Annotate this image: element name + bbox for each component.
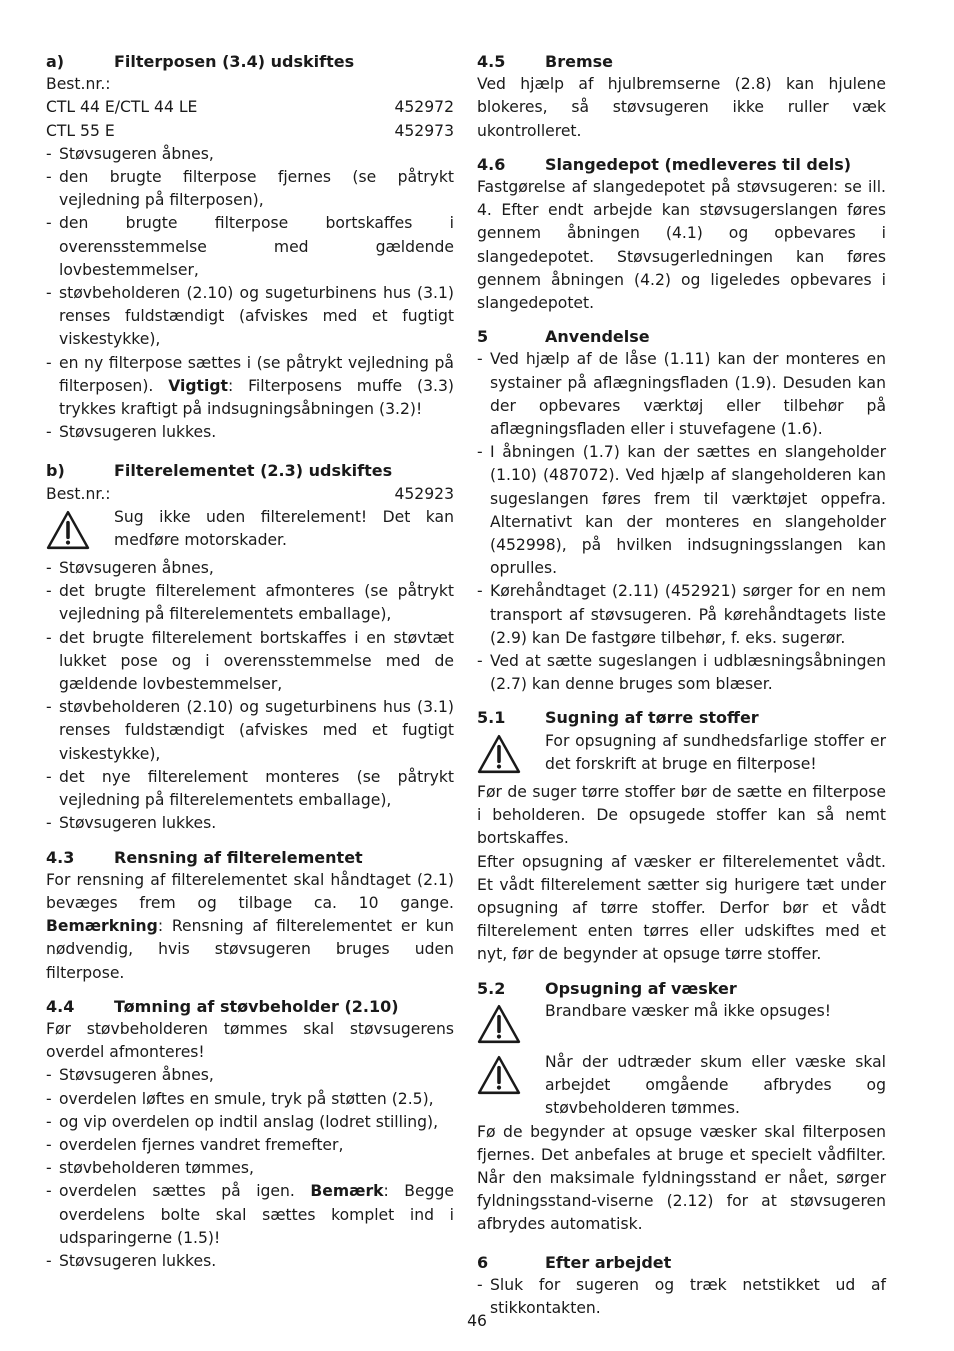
list-item: - Ved at sætte sugeslangen i udblæsningsåbningen (2.7) kan denne bruges som blæser.: [477, 650, 886, 696]
warning-block: [477, 1000, 886, 1051]
warning-triangle-icon: [46, 506, 114, 557]
list-item: - den brugte filterpose bortskaffes i overensstemmelse med gældende lovbestemmelser,: [46, 212, 454, 282]
order-model: CTL 55 E: [46, 121, 115, 140]
list-item: - Støvsugeren åbnes,: [46, 557, 454, 580]
step-list: [46, 143, 454, 445]
emphasis: Vigtigt: [168, 376, 228, 395]
list-item: - Støvsugeren åbnes,: [46, 143, 454, 166]
warning-text: Sug ikke uden filterelement! Det kan medføre motorskader.: [114, 507, 454, 550]
section-number: a): [46, 52, 65, 71]
list-item: - en ny filterpose sættes i (se påtrykt vejledning på filterposen). Vigtigt: Filterposens muffe (3.3) trykkes kraftigt på indsugningsåbningen (3.2)!: [46, 352, 454, 422]
warning-text: Brandbare væsker må ikke opsuges!: [545, 1001, 832, 1020]
list-item: - det brugte filterelement bortskaffes i en støvtæt lukket pose og i overensstemmelse med de gældende lovbestemmelser,: [46, 627, 454, 697]
list-item: - Støvsugeren lukkes.: [46, 1250, 454, 1273]
section-heading-a: [46, 50, 454, 73]
list-item: - Støvsugeren lukkes.: [46, 421, 454, 444]
order-row: [46, 483, 454, 506]
list-item: - overdelen sættes på igen. Bemærk: Begge overdelens bolte skal sættes komplet ind i udsparingerne (1.5)!: [46, 1180, 454, 1250]
section-number: 4.6: [477, 154, 506, 174]
paragraph: Før støvbeholderen tømmes skal støvsugerens overdel afmonteres!: [46, 1019, 454, 1062]
order-number: 452972: [394, 98, 454, 117]
section-title: Opsugning af væsker: [545, 978, 737, 998]
section-heading-4-4: [46, 995, 454, 1018]
list-item: - støvbeholderen (2.10) og sugeturbinens hus (3.1) renses fuldstændigt (afviskes med et fugtigt viskestykke),: [46, 696, 454, 766]
section-heading-5-2: [477, 977, 886, 1000]
section-number: 4.3: [46, 847, 75, 867]
section-heading-4-6: [477, 153, 886, 176]
section-number: 4.5: [477, 52, 506, 71]
section-title: Filterposen (3.4) udskiftes: [114, 52, 355, 71]
section-title: Efter arbejdet: [545, 1252, 672, 1272]
list-item: - Ved hjælp af de låse (1.11) kan der monteres en systainer på aflægningsfladen (1.9). Desuden kan der opbevares værktøj eller tilbehør på aflægningsfladen eller i stuvefagene (1.6).: [477, 348, 886, 441]
left-column: [46, 48, 454, 1273]
order-number-label: Best.nr.:: [46, 484, 111, 503]
list-item: - Støvsugeren lukkes.: [46, 812, 454, 835]
paragraph: Efter opsugning af væsker er filterelementet vådt. Et vådt filterelement sætter sig hurigere tæt under opsugning af tørre stoffer. Derfor bør et vådt filterelement enten tørres eller udskiftes med et nyt, før de begynder at opsuge tørre stoffer.: [477, 852, 886, 964]
section-title: Rensning af filterelementet: [114, 847, 363, 867]
order-row: [46, 120, 454, 143]
list-item: - overdelen løftes en smule, tryk på støtten (2.5),: [46, 1088, 454, 1111]
paragraph: Før de suger tørre stoffer bør de sætte en filterpose i beholderen. De opsugede stoffer kan så nemt bortskaffes.: [477, 782, 886, 848]
section-number: 6: [477, 1252, 489, 1272]
step-list: [477, 348, 886, 696]
paragraph: Fastgørelse af slangedepotet på støvsugeren: se ill. 4. Efter endt arbejde kan støvsugerslangen føres gennem åbningen (4.1) og opbevares i slangedepotet. Støvsugerledningen kan føres gennem åbningen (4.2) og ligeledes opbevares i slangedepotet.: [477, 178, 886, 313]
order-number: 452973: [394, 121, 454, 140]
list-item: - det nye filterelement monteres (se påtrykt vejledning på filterelementets emballage),: [46, 766, 454, 812]
order-model: CTL 44 E/CTL 44 LE: [46, 98, 198, 117]
list-item: - Sluk for sugeren og træk netstikket ud af stikkontakten.: [477, 1274, 886, 1320]
section-title: Bremse: [545, 52, 613, 71]
section-title: Tømning af støvbeholder (2.10): [114, 996, 399, 1016]
order-number-label: Best.nr.:: [46, 75, 111, 94]
list-item: - og vip overdelen op indtil anslag (lodret stilling),: [46, 1111, 454, 1134]
section-title: Slangedepot (medleveres til dels): [545, 154, 852, 174]
section-heading-5: [477, 325, 886, 348]
page-number: 46: [467, 1312, 487, 1330]
section-heading-4-5: [477, 50, 886, 73]
section-heading-5-1: [477, 706, 886, 729]
emphasis: Bemærk: [310, 1182, 384, 1201]
warning-block: [477, 1051, 886, 1121]
section-heading-b: [46, 459, 454, 482]
emphasis: Bemærkning: [46, 917, 158, 936]
list-item: - det brugte filterelement afmonteres (se påtrykt vejledning på filterelementets emballage),: [46, 580, 454, 626]
section-number: b): [46, 461, 65, 481]
list-item: - støvbeholderen tømmes,: [46, 1157, 454, 1180]
list-item: - Kørehåndtaget (2.11) (452921) sørger for en nem transport af støvsugeren. På kørehåndtagets liste (2.9) kan De fastgøre tilbehør, f. eks. sugerør.: [477, 580, 886, 650]
list-item: - overdelen fjernes vandret fremefter,: [46, 1134, 454, 1157]
section-title: Anvendelse: [545, 327, 650, 347]
order-row: [46, 96, 454, 119]
list-item: - den brugte filterpose fjernes (se påtrykt vejledning på filterposen),: [46, 166, 454, 212]
warning-block: [477, 730, 886, 781]
list-item: - Støvsugeren åbnes,: [46, 1064, 454, 1087]
step-list: [46, 557, 454, 835]
section-number: 4.4: [46, 996, 75, 1016]
list-item: - støvbeholderen (2.10) og sugeturbinens hus (3.1) renses fuldstændigt (afviskes med et fugtigt viskestykke),: [46, 282, 454, 352]
warning-text: Når der udtræder skum eller væske skal arbejdet omgående afbrydes og støvbeholderen tømmes.: [545, 1052, 886, 1118]
list-item: - I åbningen (1.7) kan der sættes en slangeholder (1.10) (487072). Ved hjælp af slangeholderen kan sugeslangen føres frem til værktøjet oppefra. Alternativt kan der monteres en slangeholder (452998), på hvilken indsugningsslangen kan oprulles.: [477, 441, 886, 580]
section-title: Filterelementet (2.3) udskiftes: [114, 461, 393, 481]
section-number: 5: [477, 327, 489, 347]
step-list: [46, 1064, 454, 1273]
section-number: 5.2: [477, 978, 506, 998]
section-title: Sugning af tørre stoffer: [545, 708, 759, 728]
warning-triangle-icon: [477, 1051, 545, 1102]
section-heading-4-3: [46, 846, 454, 869]
right-column: [477, 48, 886, 1320]
paragraph: For rensning af filterelementet skal håndtaget (2.1) bevæges frem og tilbage ca. 10 gange. Bemærkning: Rensning af filterelementet er kun nødvendig, hvis støvsugeren bruges uden filterpose.: [46, 870, 454, 982]
order-number: 452923: [394, 484, 454, 503]
paragraph: Fø de begynder at opsuge væsker skal filterposen fjernes. Det anbefales at bruge et specielt vådfilter. Når den maksimale fyldningsstand er nået, sørger fyldningsstand-viserne (2.12) for at støvsugeren afbrydes automatisk.: [477, 1122, 886, 1234]
paragraph: Ved hjælp af hjulbremserne (2.8) kan hjulene blokeres, så støvsugeren ikke ruller væk ukontrolleret.: [477, 75, 886, 140]
warning-triangle-icon: [477, 730, 545, 781]
warning-block: [46, 506, 454, 557]
warning-text: For opsugning af sundhedsfarlige stoffer er det forskrift at bruge en filterpose!: [545, 731, 886, 773]
section-number: 5.1: [477, 708, 506, 728]
section-heading-6: [477, 1251, 886, 1274]
warning-triangle-icon: [477, 1000, 545, 1051]
